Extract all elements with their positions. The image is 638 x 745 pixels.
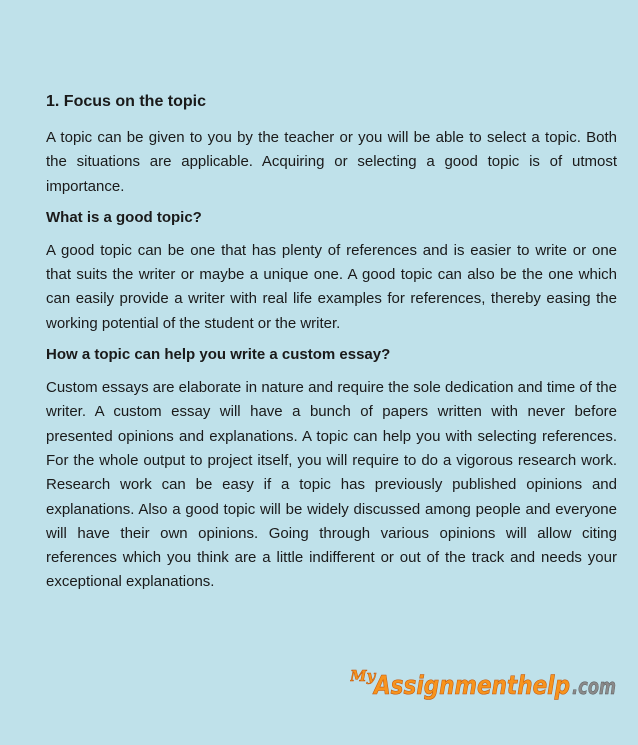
section-heading: 1. Focus on the topic	[46, 93, 207, 110]
logo-my-text: My	[350, 667, 376, 685]
subheading-good-topic: What is a good topic?	[46, 208, 202, 226]
good-topic-paragraph: A good topic can be one that has plenty of references and is easier to write or one that suits the writer or maybe a unique one. A good topic can also be the one which can easily provide a writer with real life examples for references, thereby easing the working potential of the student or the writer.	[46, 241, 617, 332]
custom-essay-paragraph: Custom essays are elaborate in nature and require the sole dedication and time of the writer. A custom essay will have a bunch of papers written with never before presented opinions and explanations. A topic can help you with selecting references. For the whole output to project itself, you will require to do a vigorous research work. Research work can be easy if a topic has previously published opinions and explanations. Also a good topic will be widely discussed among people and everyone will have their own opinions. Going through various opinions will allow citing references which you think are a little indifferent or out of the track and needs your exceptional explanations.	[46, 379, 617, 591]
intro-paragraph: A topic can be given to you by the teacher or you will be able to select a topic. Both the situations are applicable. Acquiring or selecting a good topic is of utmost importance.	[46, 129, 617, 195]
logo-assignment-text: Assignmenthelp	[372, 671, 570, 701]
subheading-custom-essay: How a topic can help you write a custom essay?	[46, 346, 391, 364]
document-content	[46, 92, 617, 604]
myassignmenthelp-logo	[350, 661, 616, 701]
logo-dotcom-text: .com	[572, 675, 616, 700]
